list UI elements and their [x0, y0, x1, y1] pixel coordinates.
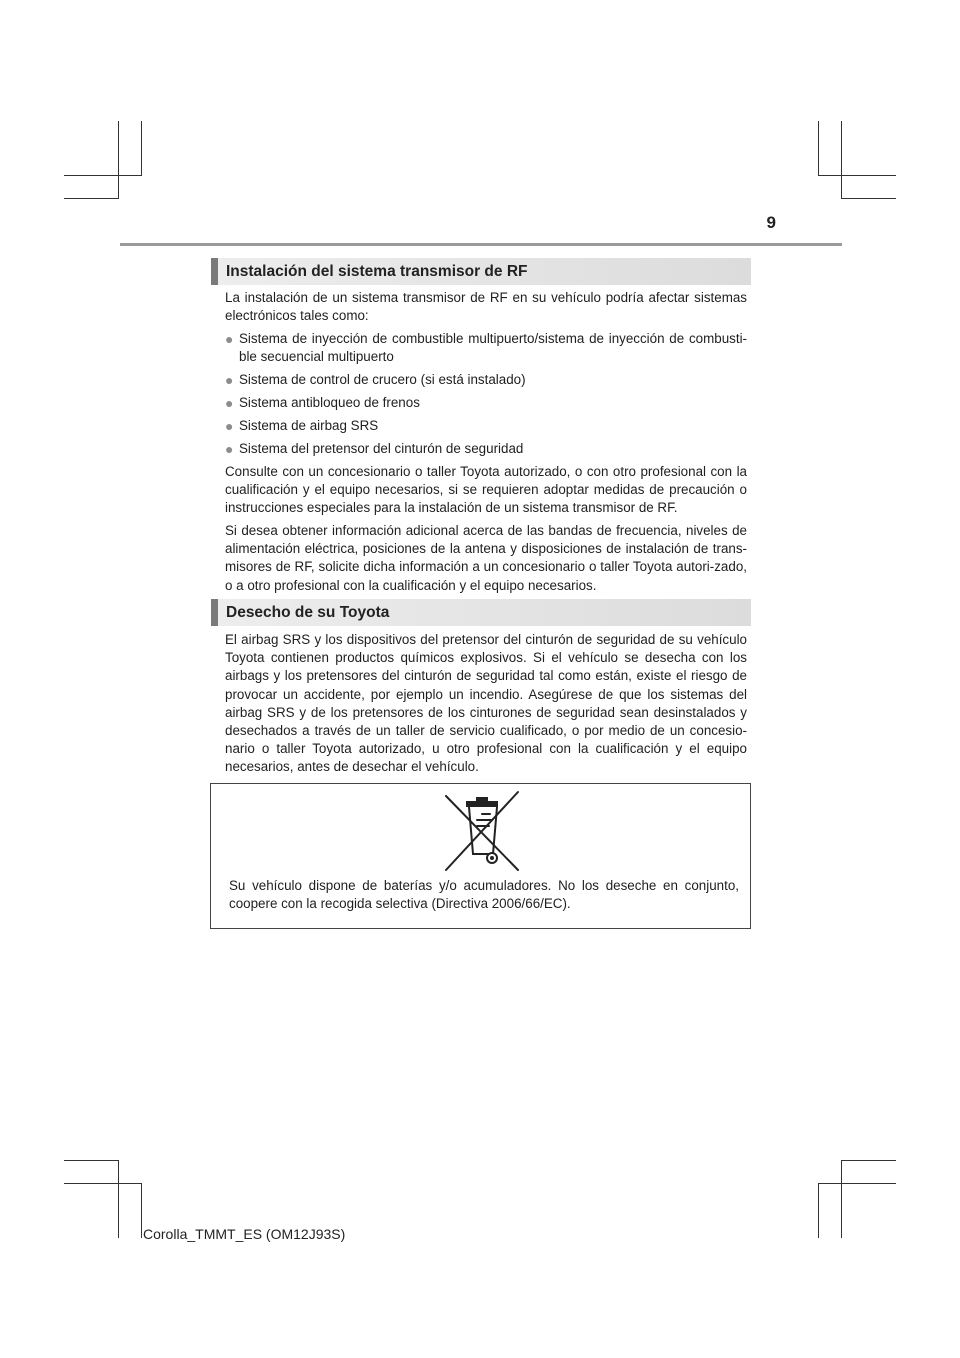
crop-mark — [841, 1160, 842, 1238]
crop-mark — [841, 198, 896, 199]
list-item-text: Sistema de control de crucero (si está instalado) — [239, 372, 526, 388]
recycling-notice-box — [210, 783, 751, 929]
recycling-notice-text: Su vehículo dispone de baterías y/o acumuladores. No los deseche en conjunto, coopere con la recogida selectiva (Directiva 2006/66/EC). — [229, 878, 739, 912]
list-item-text: Sistema antibloqueo de frenos — [239, 395, 420, 411]
crop-mark — [818, 1183, 896, 1184]
section-body-rf — [225, 289, 747, 600]
footer-label: Corolla_TMMT_ES (OM12J93S) — [143, 1226, 346, 1242]
list-item-text: Sistema de inyección de combustible multipuerto/sistema de inyección de combusti-ble secuencial multipuerto — [239, 331, 747, 365]
list-item — [225, 440, 747, 458]
crop-mark — [141, 121, 142, 175]
section-body-disposal — [225, 631, 747, 781]
list-item-text: Sistema de airbag SRS — [239, 417, 379, 433]
page-number: 9 — [766, 213, 776, 232]
list-item-text: Sistema del pretensor del cinturón de seguridad — [239, 440, 524, 456]
section-heading-rf — [211, 258, 751, 285]
crop-mark — [64, 198, 119, 199]
header-rule — [120, 243, 842, 246]
list-item — [225, 394, 747, 412]
crop-mark — [118, 121, 119, 199]
section-heading-disposal — [211, 599, 751, 626]
bullet-icon: ● — [225, 417, 234, 434]
crossed-out-wheelie-bin-icon — [444, 790, 520, 872]
section-title: Desecho de su Toyota — [226, 603, 390, 621]
crop-mark — [818, 175, 896, 176]
crop-mark — [841, 1160, 896, 1161]
body-paragraph: Consulte con un concesionario o taller Toyota autorizado, o con otro profesional con la cualificación y el equipo necesarios, si se requieren adoptar medidas de precaución o instrucciones especiales para la instalación de un sistema transmisor de RF. — [225, 463, 747, 516]
crop-mark — [841, 121, 842, 199]
intro-paragraph: La instalación de un sistema transmisor de RF en su vehículo podría afectar sistemas electrónicos tales como: — [225, 290, 747, 324]
crop-mark — [118, 1160, 119, 1238]
body-paragraph: Si desea obtener información adicional acerca de las bandas de frecuencia, niveles de alimentación eléctrica, posiciones de la antena y disposiciones de instalación de trans-misores de RF, solicite dicha información a un concesionario o taller Toyota autori-zado, o a otro profesional con la cualificación y el equipo necesarios. — [225, 523, 747, 593]
bullet-icon: ● — [225, 331, 234, 348]
crop-mark — [64, 1160, 119, 1161]
list-item — [225, 417, 747, 435]
list-item — [225, 371, 747, 389]
crop-mark — [818, 121, 819, 175]
crop-mark — [141, 1184, 142, 1238]
crop-mark — [818, 1184, 819, 1238]
body-paragraph: El airbag SRS y los dispositivos del pretensor del cinturón de seguridad de su vehículo Toyota contienen productos químicos explosivos. Si el vehículo se desecha con los airbags y los pretensores del cinturón de seguridad tal como están, existe el riesgo de provocar un accidente, por ejemplo un incendio. Asegúrese de que los sistemas del airbag SRS y de los pretensores de los cinturones de seguridad sean desinstalados y desechados a través de un taller de servicio cualificado, o por medio de un concesio-nario o taller Toyota autorizado, u otro profesional con la cualificación y el equipo necesarios, antes de desechar el vehículo. — [225, 632, 747, 775]
list-item — [225, 330, 747, 366]
crop-mark — [64, 175, 142, 176]
crop-mark — [64, 1183, 142, 1184]
bullet-icon: ● — [225, 372, 234, 389]
bullet-icon: ● — [225, 395, 234, 412]
bullet-icon: ● — [225, 440, 234, 457]
section-title: Instalación del sistema transmisor de RF — [226, 262, 528, 280]
